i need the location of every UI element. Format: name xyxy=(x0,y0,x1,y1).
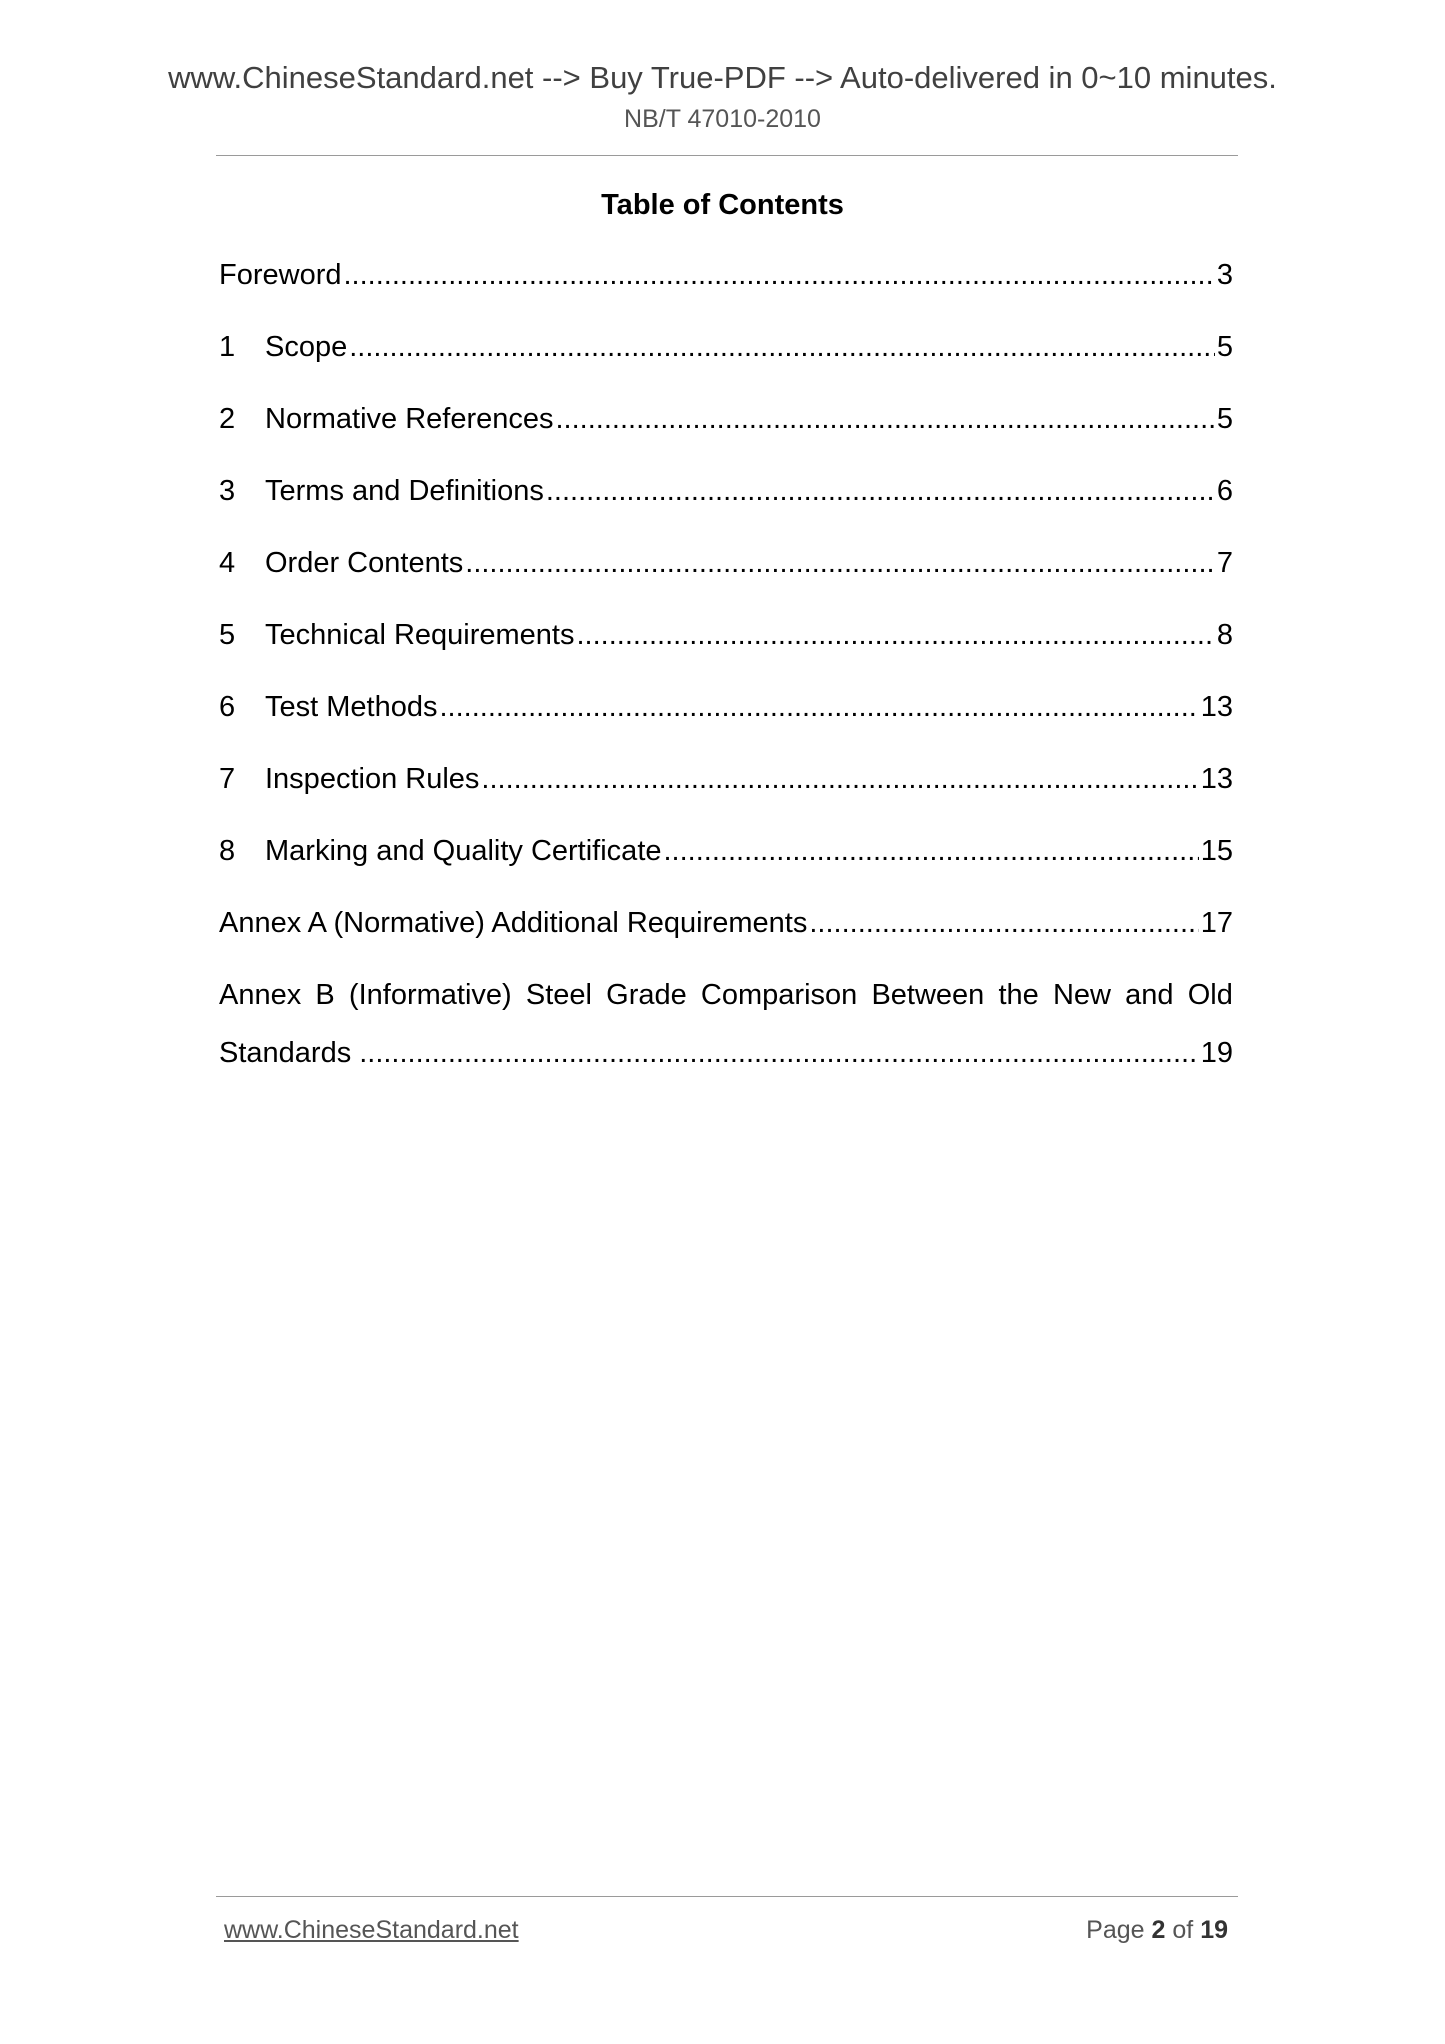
toc-entry-number: 3 xyxy=(219,475,236,507)
footer-site-link[interactable]: www.ChineseStandard.net xyxy=(224,1916,519,1944)
toc-entry-annex-a[interactable] xyxy=(219,903,1233,943)
toc-entry-test-methods[interactable] xyxy=(219,687,1233,727)
toc-entry-label: Normative References xyxy=(265,403,554,435)
page-prefix: Page xyxy=(1086,1916,1145,1944)
toc-word: the xyxy=(998,979,1039,1011)
toc-leader-dots xyxy=(344,255,1215,295)
toc-entry-label: Annex A (Normative) Additional Requirements xyxy=(219,907,808,939)
page-indicator xyxy=(1086,1914,1228,1946)
toc-entry-marking-quality-certificate[interactable] xyxy=(219,831,1233,871)
toc-word: Old xyxy=(1187,979,1233,1011)
toc-entry-number: 4 xyxy=(219,547,236,579)
toc-entry-label: Order Contents xyxy=(265,547,464,579)
toc-entry-page: 13 xyxy=(1200,691,1233,723)
toc-word: New xyxy=(1052,979,1111,1011)
toc-entry-label: Standards xyxy=(219,1037,352,1069)
toc-entry-annex-b[interactable] xyxy=(219,975,1233,1073)
toc-leader-dots xyxy=(664,831,1199,871)
toc-title: Table of Contents xyxy=(601,189,844,221)
toc-entry-label: Marking and Quality Certificate xyxy=(265,835,662,867)
toc-entry-normative-references[interactable] xyxy=(219,399,1233,439)
toc-leader-dots xyxy=(576,615,1214,655)
toc-entry-page: 8 xyxy=(1216,619,1233,651)
toc-leader-dots xyxy=(809,903,1198,943)
toc-entry-page: 13 xyxy=(1200,763,1233,795)
toc-entry-number: 5 xyxy=(219,619,236,651)
toc-leader-dots xyxy=(481,759,1198,799)
toc-entry-annex-b-line2 xyxy=(219,1033,1233,1073)
toc-leader-dots xyxy=(556,399,1215,439)
toc-entry-order-contents[interactable] xyxy=(219,543,1233,583)
toc-entry-page: 5 xyxy=(1216,403,1233,435)
toc-entry-page: 17 xyxy=(1200,907,1233,939)
current-page-number: 2 xyxy=(1151,1916,1166,1944)
toc-word: Between xyxy=(871,979,985,1011)
toc-leader-dots xyxy=(465,543,1215,583)
toc-entry-inspection-rules[interactable] xyxy=(219,759,1233,799)
toc-entry-technical-requirements[interactable] xyxy=(219,615,1233,655)
toc-entry-page: 3 xyxy=(1216,259,1233,291)
standard-code: NB/T 47010-2010 xyxy=(624,105,821,133)
toc-entry-label: Test Methods xyxy=(265,691,438,723)
toc-word: Annex xyxy=(219,979,302,1011)
toc-entry-label: Scope xyxy=(265,331,348,363)
footer-divider xyxy=(216,1896,1238,1897)
header-divider xyxy=(216,155,1238,156)
toc-entry-label: Inspection Rules xyxy=(265,763,480,795)
page-separator: of xyxy=(1172,1916,1194,1944)
toc-entry-label: Foreword xyxy=(219,259,342,291)
total-pages-number: 19 xyxy=(1200,1916,1228,1944)
toc-entry-number: 2 xyxy=(219,403,236,435)
toc-word: B xyxy=(315,979,335,1011)
toc-leader-dots xyxy=(546,471,1215,511)
toc-leader-dots xyxy=(349,327,1215,367)
toc-entry-label: Terms and Definitions xyxy=(265,475,544,507)
toc-entry-page: 6 xyxy=(1216,475,1233,507)
toc-leader-dots xyxy=(359,1033,1199,1073)
header-banner: www.ChineseStandard.net --> Buy True-PDF --> Auto-delivered in 0~10 minutes. xyxy=(168,60,1277,95)
toc-entry-number: 8 xyxy=(219,835,236,867)
toc-entry-terms-definitions[interactable] xyxy=(219,471,1233,511)
toc-entry-page: 15 xyxy=(1200,835,1233,867)
toc-entry-annex-b-line1 xyxy=(219,975,1233,1015)
toc-entry-page: 7 xyxy=(1216,547,1233,579)
toc-word: Grade xyxy=(606,979,687,1011)
toc-word: (Informative) xyxy=(348,979,512,1011)
toc-entry-number: 6 xyxy=(219,691,236,723)
toc-entry-page: 19 xyxy=(1200,1037,1233,1069)
toc-entry-number: 1 xyxy=(219,331,236,363)
toc-entry-scope[interactable] xyxy=(219,327,1233,367)
toc-entry-number: 7 xyxy=(219,763,236,795)
toc-word: and xyxy=(1125,979,1174,1011)
toc-word: Steel xyxy=(525,979,592,1011)
toc-entry-page: 5 xyxy=(1216,331,1233,363)
toc-entry-foreword[interactable] xyxy=(219,255,1233,295)
toc-entry-label: Technical Requirements xyxy=(265,619,575,651)
toc-word: Comparison xyxy=(700,979,858,1011)
toc-leader-dots xyxy=(439,687,1198,727)
